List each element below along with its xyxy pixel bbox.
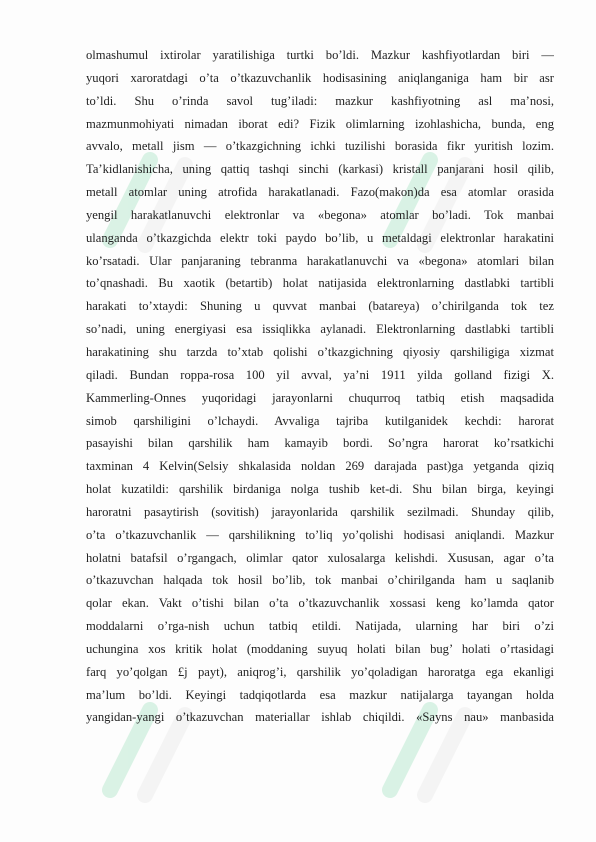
text-line: qolar ekan. Vakt o’tishi bilan o’ta o’tkazuvchanlik xossasi keng ko’lamda qator: [86, 596, 554, 611]
text-line: haroratni pasaytirish (sovitish) jarayonlarida qarshilik sezilmadi. Shunday qilib,: [86, 504, 554, 519]
text-line: qiladi. Bundan roppa-rosa 100 yil avval, ya’ni 1911 yilda golland fizigi X.: [86, 367, 554, 382]
text-line: Ta’kidlanishicha, uning qattiq tashqi sinchi (karkasi) kristall panjarani hosil qilib,: [86, 162, 554, 177]
text-line: pasayishi bilan qarshilik ham kamayib bordi. So’ngra harorat ko’rsatkichi: [86, 436, 554, 451]
body-paragraph: [86, 44, 554, 729]
text-line: ko’rsatadi. Ular panjaraning tebranma harakatlanuvchi va «begona» atomlari bilan: [86, 253, 554, 268]
text-line: uchungina xos kritik holat (moddaning suyuq holati bilan bug’ holati o’rtasidagi: [86, 641, 554, 656]
text-line: to’ldi. Shu o’rinda savol tug’iladi: mazkur kashfiyotning asl ma’nosi,: [86, 93, 554, 108]
text-line: ulanganda o’tkazgichda elektr toki paydo bo’lib, u metaldagi elektronlar harakatini: [86, 230, 554, 245]
text-line: holatni batafsil o’rgangach, olimlar qator xulosalarga kelishdi. Xususan, agar o’ta: [86, 550, 554, 565]
text-line: harakati to’xtaydi: Shuning u quvvat manbai (batareya) o’chirilganda tok tez: [86, 299, 554, 314]
text-line: yangidan-yangi o’tkazuvchan materiallar ishlab chiqildi. «Sayns nau» manbasida: [86, 710, 554, 725]
text-line: harakatining shu tarzda to’xtab qolishi o’tkazgichning qiyosiy qarshiligiga xizmat: [86, 344, 554, 359]
text-line: ma’lum bo’ldi. Keyingi tadqiqotlarda esa mazkur natijalarga tayangan holda: [86, 687, 554, 702]
text-line: so’nadi, uning energiyasi esa issiqlikka aylanadi. Elektronlarning dastlabki tartibli: [86, 322, 554, 337]
text-line: moddalarni o’rga-nish uchun tatbiq etildi. Natijada, ularning har biri o’zi: [86, 619, 554, 634]
text-line: to’qnashadi. Bu xaotik (betartib) holat natijasida elektronlarning dastlabki tartibli: [86, 276, 554, 291]
text-line: farq yo’qolgan £j payt), aniqrog’i, qarshilik yo’qoladigan haroratga ega ekanligi: [86, 664, 554, 679]
text-line: mazmunmohiyati nimadan iborat edi? Fizik olimlarning izohlashicha, bunda, eng: [86, 116, 554, 131]
text-line: yuqori xaroratdagi o’ta o’tkazuvchanlik hodisasining aniqlanganiga ham bir asr: [86, 70, 554, 85]
text-line: o’tkazuvchan halqada tok hosil bo’lib, tok manbai o’chirilganda ham u saqlanib: [86, 573, 554, 588]
text-line: olmashumul ixtirolar yaratilishiga turtki bo’ldi. Mazkur kashfiyotlardan biri —: [86, 48, 554, 62]
text-line: simob qarshiligini o’lchaydi. Avvaliga tajriba kutilganidek kechdi: harorat: [86, 413, 554, 428]
text-line: Kammerling-Onnes yuqoridagi jarayonlarni chuqurroq tatbiq etish maqsadida: [86, 390, 554, 405]
text-line: taxminan 4 Kelvin(Selsiy shkalasida noldan 269 darajada past)ga yetganda qiziq: [86, 459, 554, 474]
text-line: yengil harakatlanuvchi elektronlar va «begona» atomlar bo’ladi. Tok manbai: [86, 207, 554, 222]
text-line: o’ta o’tkazuvchanlik — qarshilikning to’liq yo’qolishi hodisasi aniqlandi. Mazkur: [86, 527, 554, 542]
text-line: avvalo, metall jism — o’tkazgichning ichki tuzilishi borasida fikr yuritish lozim.: [86, 139, 554, 154]
text-line: metall atomlar uning atrofida harakatlanadi. Fazo(makon)da esa atomlar orasida: [86, 185, 554, 200]
text-line: holat kuzatildi: qarshilik birdaniga nolga tushib ket-di. Shu bilan birga, keyingi: [86, 482, 554, 497]
